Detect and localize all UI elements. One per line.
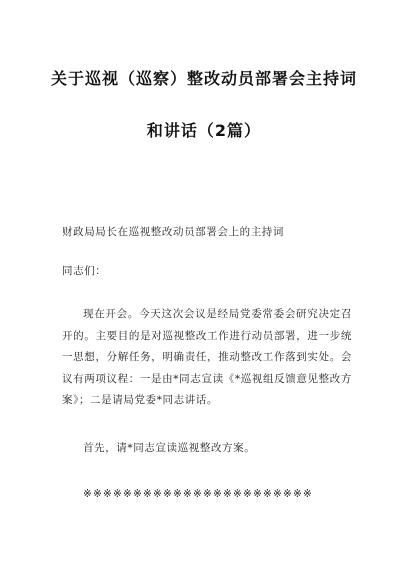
section-subtitle: 财政局局长在巡视整改动员部署会上的主持词: [62, 226, 284, 238]
separator-line: ※※※※※※※※※※※※※※※※※※※※※※※: [83, 488, 313, 500]
body-paragraph-2: 首先，请*同志宣读巡视整改方案。: [83, 442, 256, 454]
salutation: 同志们：: [62, 265, 107, 277]
body-paragraph-1: 现在开会。今天这次会议是经局党委常委会研究决定召开的。主要目的是对巡视整改工作进行动员部署，进一步统一思想，分解任务，明确责任，推动整改工作落到实处。会议有两项议程：一是由*同志宣读《*巡视组反馈意见整改方案》；二是请局党委*同志讲话。: [62, 308, 352, 406]
document-title-line-1: 关于巡视（巡察）整改动员部署会主持词: [50, 69, 357, 88]
document-title-line-2: 和讲话（2篇）: [146, 121, 262, 140]
